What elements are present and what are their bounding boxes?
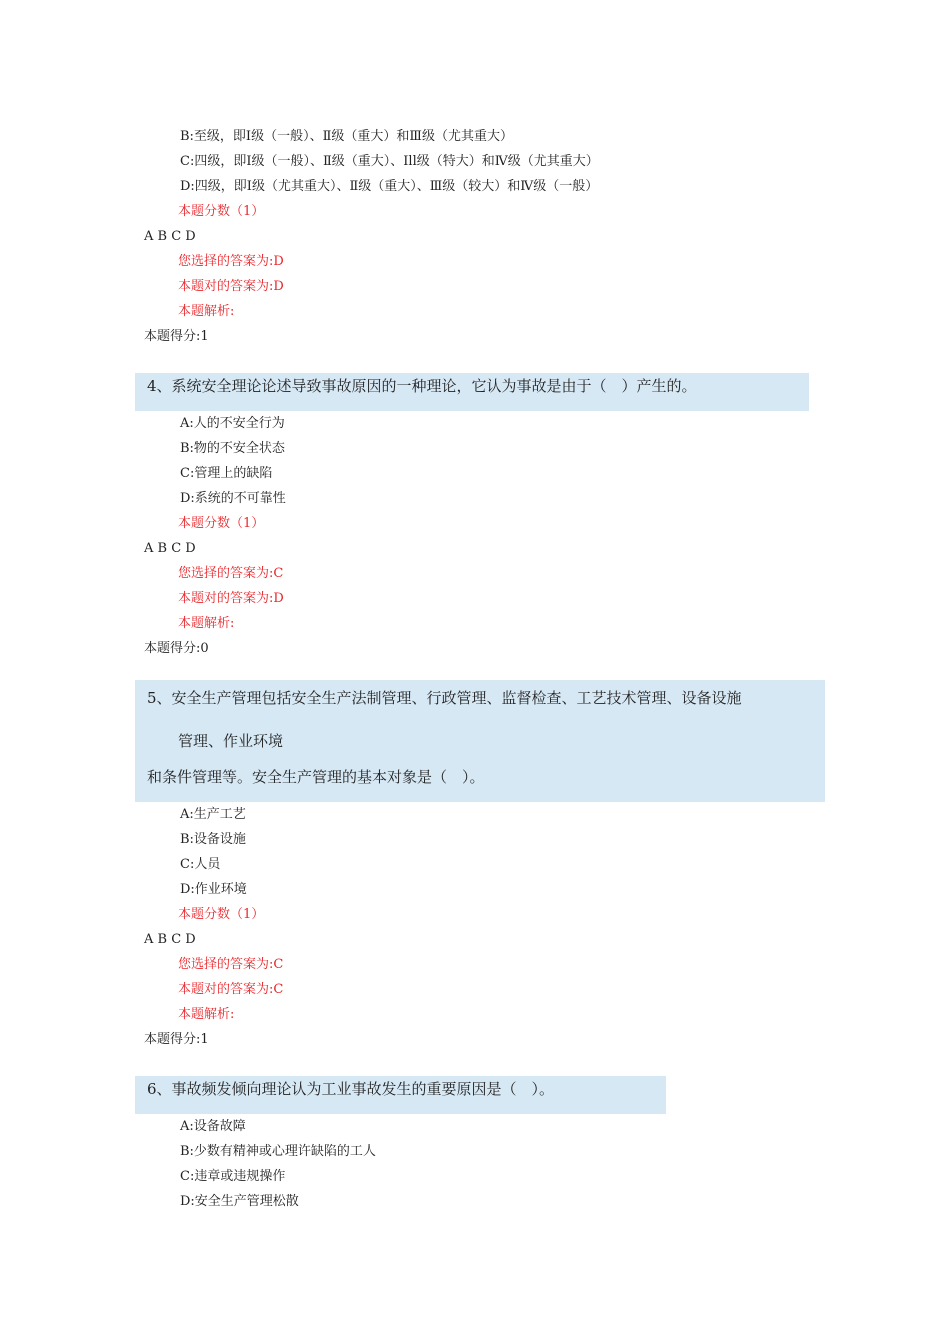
q6-question-box: [135, 1076, 666, 1114]
q4-analysis: 本题解析:: [178, 616, 235, 631]
q3-your-answer: 您选择的答案为:D: [178, 254, 284, 269]
q4-points: 本题分数（1）: [178, 516, 265, 531]
q5-score: 本题得分:1: [144, 1032, 209, 1047]
q5-question-line3: 和条件管理等。安全生产管理的基本对象是（ ）。: [147, 768, 485, 786]
q3-points: 本题分数（1）: [178, 204, 265, 219]
q6-question-text: 6、事故频发倾向理论认为工业事故发生的重要原因是（ ）。: [147, 1080, 555, 1098]
q6-option-d: D:安全生产管理松散: [180, 1194, 299, 1209]
q4-option-a: A:人的不安全行为: [180, 416, 285, 431]
q5-question-line2: 管理、作业环境: [178, 732, 284, 750]
q4-question-box: [135, 373, 809, 411]
q5-option-a: A:生产工艺: [180, 807, 246, 822]
q4-option-b: B:物的不安全状态: [180, 441, 285, 456]
q4-your-answer: 您选择的答案为:C: [178, 566, 284, 581]
q5-question-box: [135, 680, 825, 802]
q5-choices: A B C D: [144, 932, 196, 947]
q5-correct-answer: 本题对的答案为:C: [178, 982, 284, 997]
q5-your-answer: 您选择的答案为:C: [178, 957, 284, 972]
q6-option-b: B:少数有精神或心理许缺陷的工人: [180, 1144, 376, 1159]
q4-option-c: C:管理上的缺陷: [180, 466, 273, 481]
q3-correct-answer: 本题对的答案为:D: [178, 279, 284, 294]
q4-correct-answer: 本题对的答案为:D: [178, 591, 284, 606]
q5-points: 本题分数（1）: [178, 907, 265, 922]
q3-analysis: 本题解析:: [178, 304, 235, 319]
q4-score: 本题得分:0: [144, 641, 209, 656]
q6-option-a: A:设备故障: [180, 1119, 246, 1134]
q3-choices: A B C D: [144, 229, 196, 244]
q4-question-text: 4、系统安全理论论述导致事故原因的一种理论，它认为事故是由于（ ）产生的。: [147, 377, 697, 395]
q5-question-line1: 5、安全生产管理包括安全生产法制管理、行政管理、监督检查、工艺技术管理、设备设施: [147, 689, 742, 707]
q5-option-b: B:设备设施: [180, 832, 246, 847]
q3-option-c: C:四级，即Ⅰ级（一般）、Ⅱ级（重大）、Ⅰll级（特大）和Ⅳ级（尤其重大）: [180, 154, 599, 169]
q5-option-d: D:作业环境: [180, 882, 247, 897]
q4-choices: A B C D: [144, 541, 196, 556]
q3-score: 本题得分:1: [144, 329, 209, 344]
q3-option-b: B:至级，即Ⅰ级（一般）、Ⅱ级（重大）和Ⅲ级（尤其重大）: [180, 129, 513, 144]
q5-analysis: 本题解析:: [178, 1007, 235, 1022]
q5-option-c: C:人员: [180, 857, 221, 872]
q4-option-d: D:系统的不可靠性: [180, 491, 286, 506]
q6-option-c: C:违章或违规操作: [180, 1169, 286, 1184]
q3-option-d: D:四级，即Ⅰ级（尤其重大）、Ⅱ级（重大）、Ⅲ级（较大）和Ⅳ级（一般）: [180, 179, 599, 194]
